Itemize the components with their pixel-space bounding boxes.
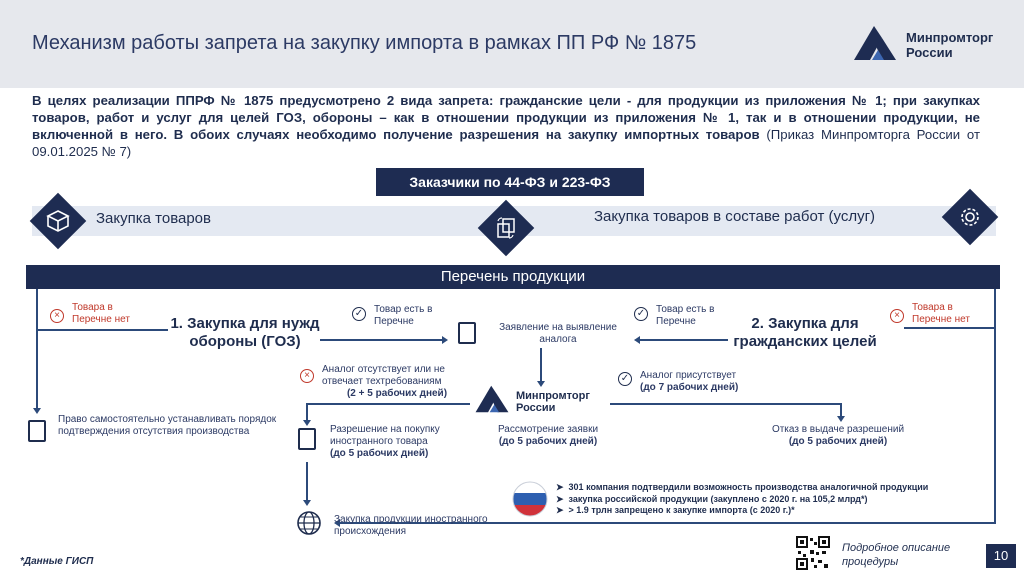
fact-item: ➤ 301 компания подтвердили возможность производства аналогичной продукции: [556, 482, 929, 492]
ministry-logo-icon: [474, 384, 510, 414]
permission-document-icon: [298, 428, 316, 450]
defense-procurement-title: 1. Закупка для нужд обороны (ГОЗ): [170, 315, 320, 350]
arrow-down-icon: [537, 381, 545, 387]
certificate-document-icon: [28, 420, 46, 442]
connector-line: [540, 348, 542, 382]
gear-icon: [958, 205, 982, 229]
russian-flag-icon: [512, 481, 548, 517]
analog-present-block: Аналог присутствует (до 7 рабочих дней): [640, 370, 739, 393]
product-list-bar: Перечень продукции: [26, 265, 1000, 289]
goods-diamond: [34, 197, 82, 245]
foreign-purchase-text: Закупка продукции иностранного происхождения: [334, 514, 488, 537]
arrow-left-icon: [634, 336, 640, 344]
connector-line: [610, 403, 842, 405]
connector-line: [36, 329, 168, 331]
application-document-icon: [458, 322, 476, 344]
qr-code-icon[interactable]: [796, 536, 830, 570]
connector-line: [840, 403, 842, 417]
connector-line: [904, 327, 996, 329]
connector-line: [320, 339, 444, 341]
connector-line: [306, 403, 308, 421]
self-rules-text: Право самостоятельно устанавливать порядок подтверждения отсутствия производства: [58, 414, 277, 437]
arrow-down-icon: [303, 420, 311, 426]
connector-line: [640, 339, 728, 341]
customers-box: Заказчики по 44-ФЗ и 223-ФЗ: [376, 168, 644, 196]
connector-line: [994, 289, 996, 327]
box-icon: [46, 209, 70, 233]
connector-line: [306, 403, 470, 405]
ministry-logo-text: Минпромторг России: [906, 30, 994, 60]
review-block: Рассмотрение заявки (до 5 рабочих дней): [497, 424, 599, 447]
check-icon: ✓: [352, 307, 366, 321]
check-icon: ✓: [618, 372, 632, 386]
page-number: 10: [986, 544, 1016, 568]
permission-block: Разрешение на покупку иностранного товара (до 5 рабочих дней): [330, 424, 440, 459]
footnote: *Данные ГИСП: [20, 556, 94, 567]
goods-label: Закупка товаров: [96, 210, 211, 227]
connector-line: [36, 329, 38, 409]
globe-icon: [296, 510, 322, 536]
cross-icon: ×: [50, 309, 64, 323]
right-in-list: Товар есть в Перечне: [656, 304, 715, 327]
page-title: Механизм работы запрета на закупку импорта в рамках ПП РФ № 1875: [32, 32, 697, 54]
intro-paragraph: В целях реализации ППРФ № 1875 предусмотрено 2 вида запрета: гражданские цели - для продукции из приложения № 1; при закупках товаров, работ и услуг для целей ГОЗ, обороны – как в отношении продукции из приложения № 1, так и в отношении продукции, не включенной в него. В обоих случаях необходимо получение разрешения на закупку импортных товаров (Приказ Минпромторга России от 09.01.2025 № 7): [32, 93, 980, 159]
fact-item: ➤ закупка российской продукции (закуплено с 2020 г. на 105,2 млрд*): [556, 493, 868, 504]
arrow-down-icon: [33, 408, 41, 414]
cross-icon: ×: [300, 369, 314, 383]
cross-icon: ×: [890, 309, 904, 323]
works-label: Закупка товаров в составе работ (услуг): [594, 208, 876, 225]
arrow-right-icon: [442, 336, 448, 344]
refusal-block: Отказ в выдаче разрешений (до 5 рабочих дней): [771, 424, 905, 447]
documents-exchange-icon: [494, 216, 518, 240]
application-label: Заявление на выявление аналога: [499, 322, 617, 345]
ministry-logo-text: Минпромторг России: [516, 390, 590, 414]
connector-line: [306, 462, 308, 502]
no-analog-block: Аналог отсутствует или не отвечает техтребованиям (2 + 5 рабочих дней): [322, 364, 448, 399]
arrow-down-icon: [837, 416, 845, 422]
connector-line: [994, 327, 996, 523]
description-link[interactable]: Подробное описание процедуры: [842, 542, 951, 568]
check-icon: ✓: [634, 307, 648, 321]
arrow-down-icon: [303, 500, 311, 506]
ministry-logo-icon: [852, 24, 898, 62]
connector-line: [36, 289, 38, 329]
facts-list: [556, 482, 986, 517]
exchange-diamond: [482, 204, 530, 252]
left-in-list: Товар есть в Перечне: [374, 304, 433, 327]
works-diamond: [946, 193, 994, 241]
civil-procurement-title: 2. Закупка для гражданских целей: [733, 315, 877, 350]
fact-item: ➤ > 1.9 трлн запрещено к закупке импорта (с 2020 г.)*: [556, 505, 795, 515]
left-not-in-list: Товара в Перечне нет: [72, 302, 130, 325]
right-not-in-list: Товара в Перечне нет: [912, 302, 970, 325]
